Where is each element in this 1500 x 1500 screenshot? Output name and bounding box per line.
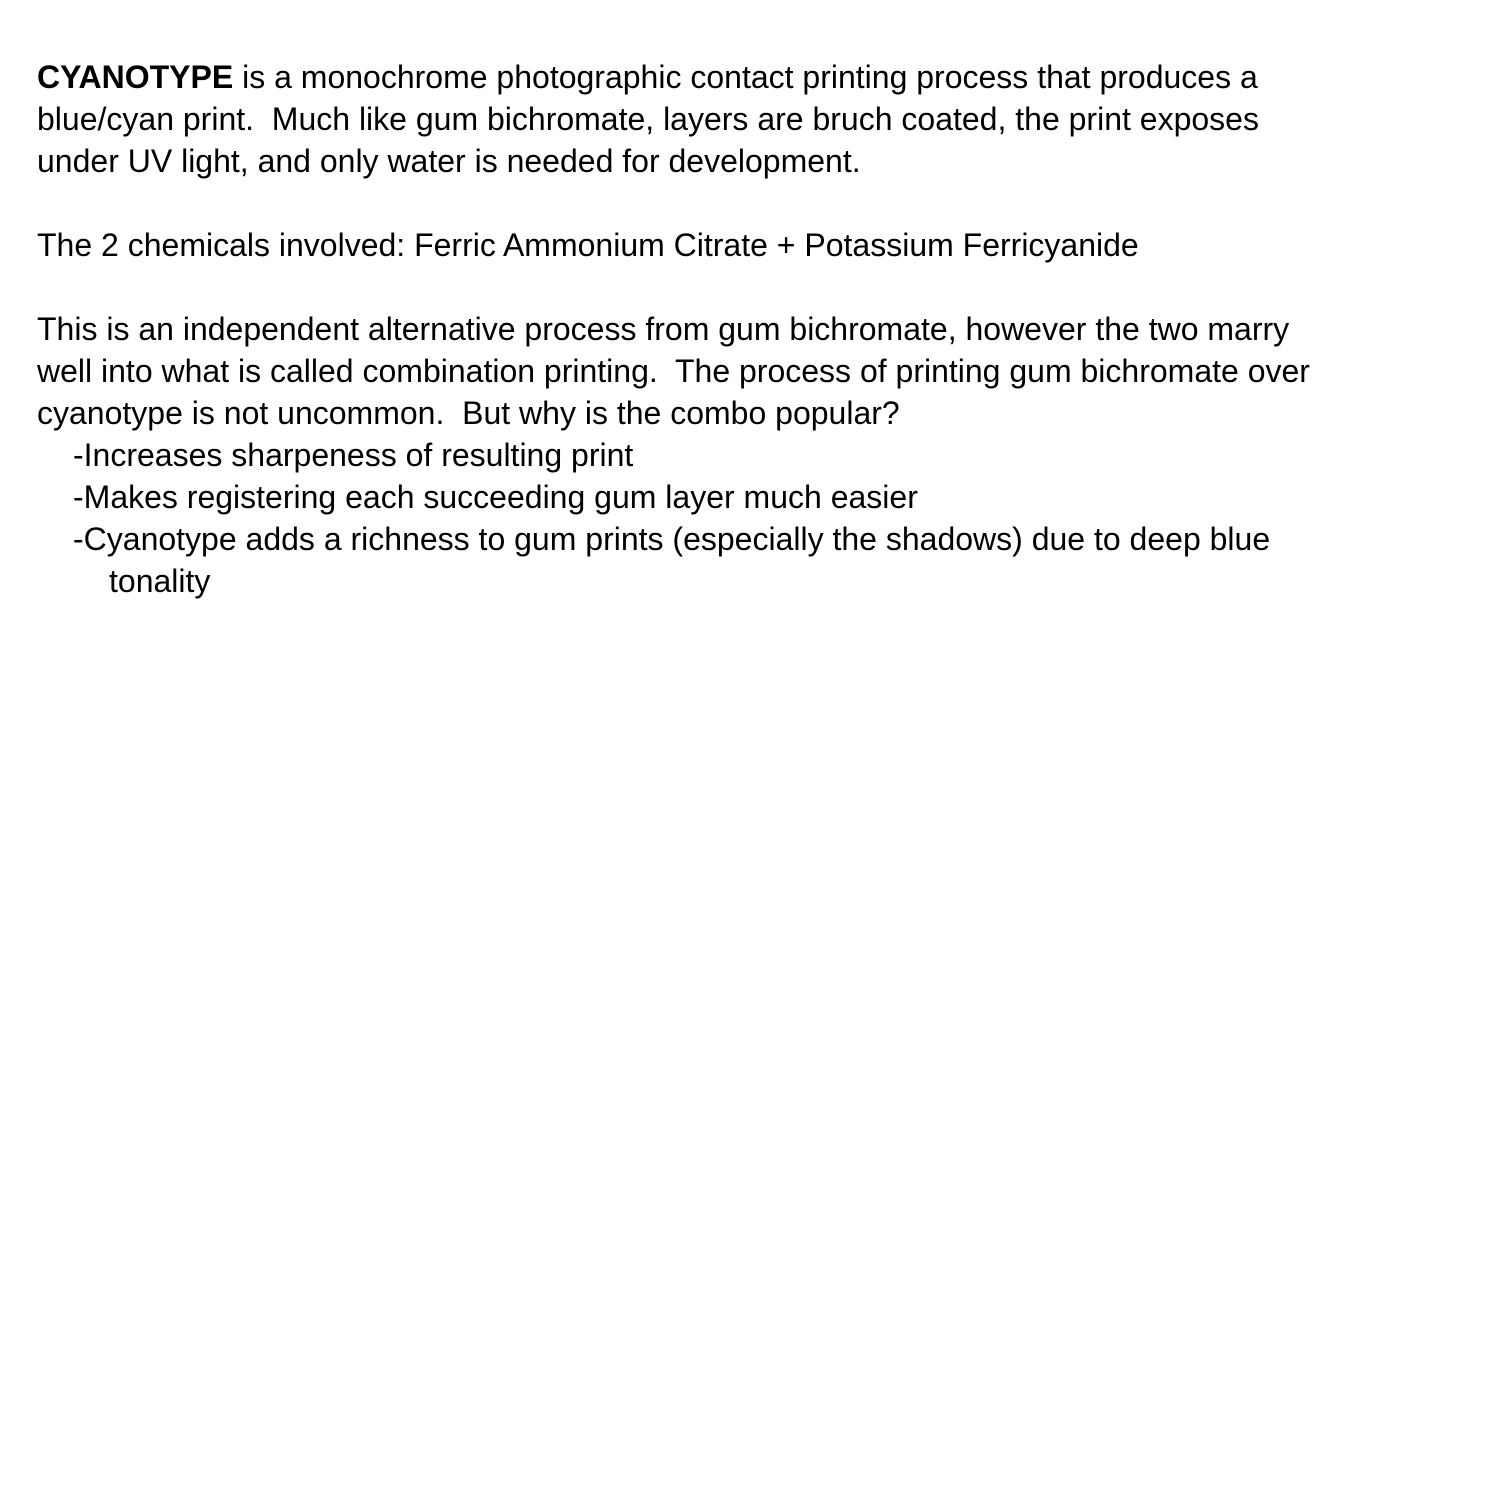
intro-line-1 xyxy=(37,56,1477,98)
combination-line-1: This is an independent alternative process from gum bichromate, however the two marry xyxy=(37,311,1290,347)
list-item: -Makes registering each succeeding gum layer much easier xyxy=(73,479,918,515)
cyanotype-term: CYANOTYPE xyxy=(37,59,234,95)
combination-paragraph xyxy=(37,308,1477,602)
combination-line-3: cyanotype is not uncommon. But why is the combo popular? xyxy=(37,395,900,431)
paragraph-spacer xyxy=(37,182,1477,224)
list-item: -Increases sharpeness of resulting print xyxy=(73,437,634,473)
paragraph-spacer xyxy=(37,266,1477,308)
chemicals-line: The 2 chemicals involved: Ferric Ammonium Citrate + Potassium Ferricyanide xyxy=(37,227,1139,263)
list-item: -Cyanotype adds a richness to gum prints (especially the shadows) due to deep blue xyxy=(73,521,1271,557)
intro-line-2: blue/cyan print. Much like gum bichromate, layers are bruch coated, the print exposes xyxy=(37,101,1259,137)
intro-paragraph xyxy=(37,56,1477,182)
document-body xyxy=(37,56,1477,602)
chemicals-paragraph xyxy=(37,224,1477,266)
intro-line-3: under UV light, and only water is needed for development. xyxy=(37,143,861,179)
list-item-continuation: tonality xyxy=(109,563,211,599)
combination-line-2: well into what is called combination printing. The process of printing gum bichromate over xyxy=(37,353,1310,389)
intro-line-1-text: is a monochrome photographic contact printing process that produces a xyxy=(233,59,1258,95)
